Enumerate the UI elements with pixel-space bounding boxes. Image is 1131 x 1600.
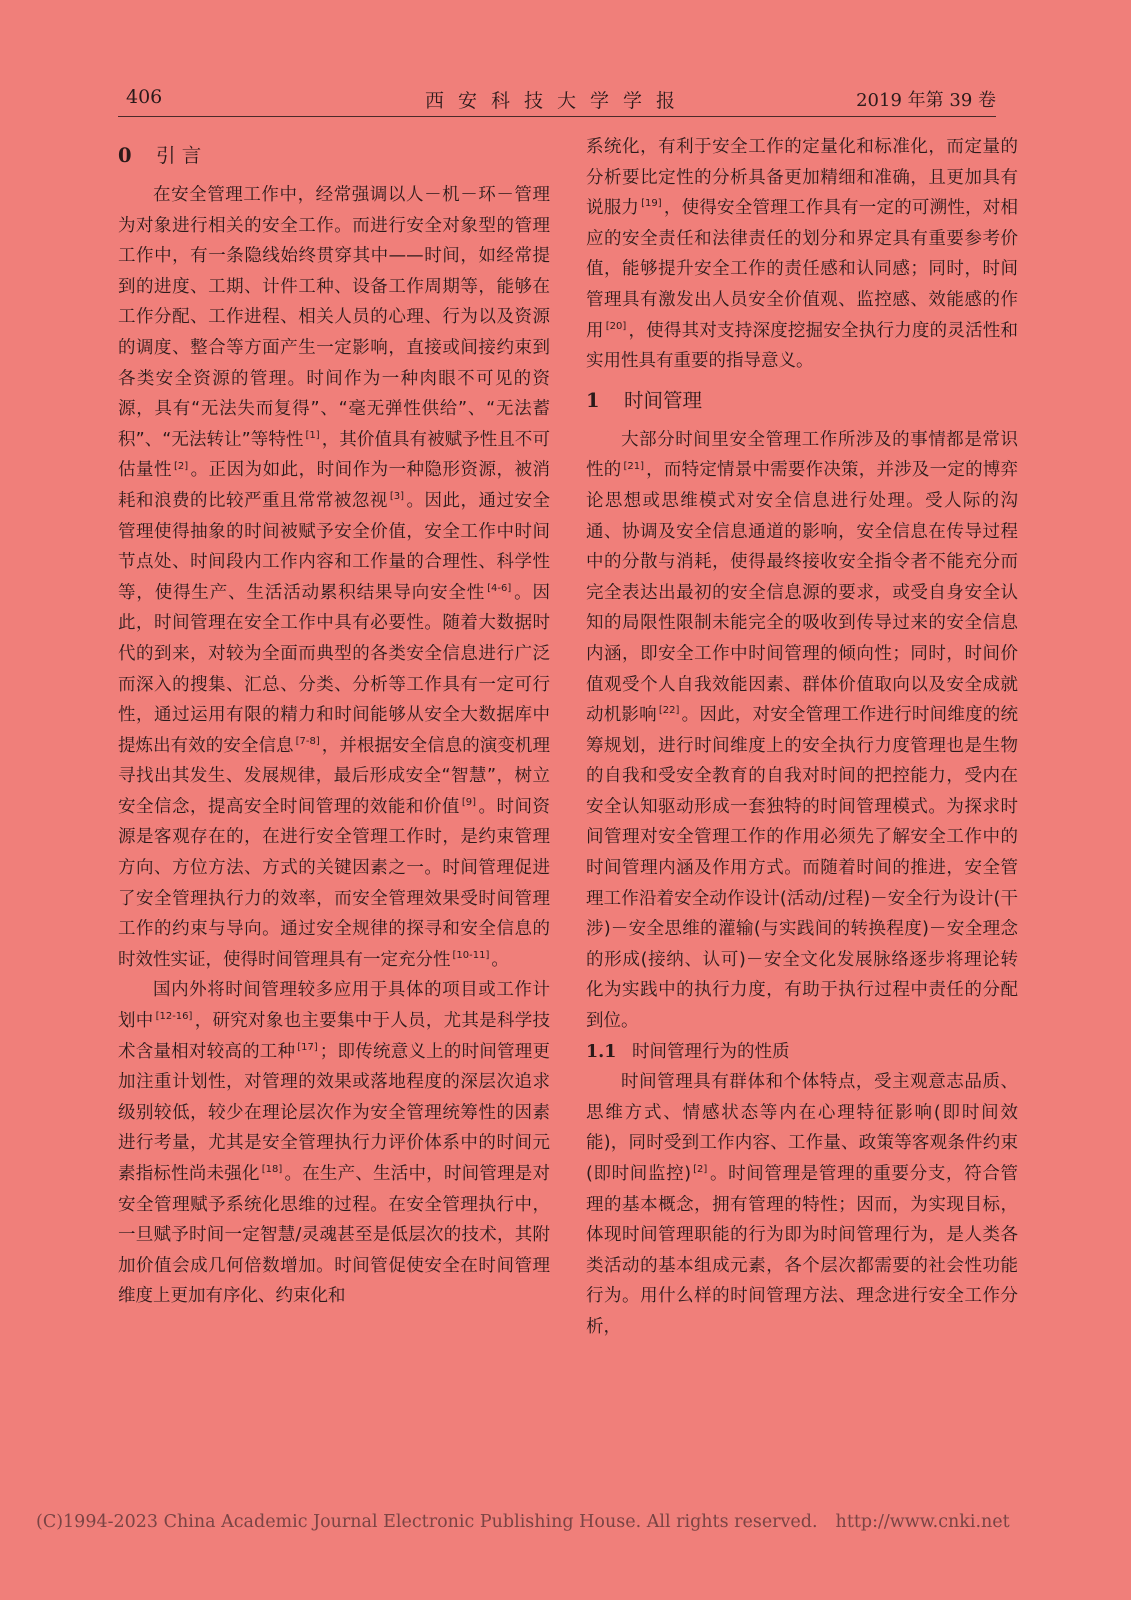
cnki-link[interactable]: http://www.cnki.net [835, 1512, 1010, 1532]
subsection-heading [586, 1037, 1018, 1068]
citation[interactable]: [9] [461, 797, 477, 809]
citation[interactable]: [7-8] [295, 735, 320, 747]
citation[interactable]: [18] [261, 1164, 283, 1176]
running-header [118, 86, 996, 117]
citation[interactable]: [19] [641, 198, 662, 210]
paragraph: 在安全管理工作中，经常强调以人－机－环－管理为对象进行相关的安全工作。而进行安全对象型的管理工作中，有一条隐线始终贯穿其中——时间，如经常提到的进度、工期、计件工种、设备工作周期等，能够在工作分配、工作进程、相关人员的心理、行为以及资源的调度、整合等方面产生一定影响，直接或间接约束到各类安全资源的管理。时间作为一种肉眼不可见的资源，具有“无法失而复得”、“毫无弹性供给”、“无法蓄积”、“无法转让”等特性 [1] ，其价值具有被赋予性且不可估量性 [2] 。正因为如此，时间作为一种隐形资源，被消耗和浪费的比较严重且常常被忽视 [3] 。因此，通过安全管理使得抽象的时间被赋予安全价值，安全工作中时间节点处、时间段内工作内容和工作量的合理性、科学性等，使得生产、生活活动累积结果导向安全性 [4-6] 。因此，时间管理在安全工作中具有必要性。随着大数据时代的到来，对较为全面而典型的各类安全信息进行广泛而深入的搜集、汇总、分类、分析等工作具有一定可行性，通过运用有限的精力和时间能够从安全大数据库中提炼出有效的安全信息 [7-8] ，并根据安全信息的演变机理寻找出其发生、发展规律，最后形成安全“智慧”，树立安全信念，提高安全时间管理的效能和价值 [9] 。时间资源是客观存在的，在进行安全管理工作时，是约束管理方向、方位方法、方式的关键因素之一。时间管理促进了安全管理执行力的效率，而安全管理效果受时间管理工作的约束与导向。通过安全规律的探寻和安全信息的时效性实证，使得时间管理具有一定充分性 [10-11] 。 [118, 185, 551, 970]
paragraph: 大部分时间里安全管理工作所涉及的事情都是常识性的 [21] ，而特定情景中需要作决策，并涉及一定的博弈论思想或思维模式对安全信息进行处理。受人际的沟通、协调及安全信息通道的影响，安全信息在传导过程中的分散与消耗，使得最终接收安全指令者不能充分而完全表达出最初的安全信息源的要求，或受自身安全认知的局限性限制未能完全的吸收到传导过来的安全信息内涵，即安全工作中时间管理的倾向性；同时，时间价值观受个人自我效能因素、群体价值取向以及安全成就动机影响 [22] 。因此，对安全管理工作进行时间维度的统筹规划，进行时间维度上的安全执行力度管理也是生物的自我和受安全教育的自我对时间的把控能力，受内在安全认知驱动形成一套独特的时间管理模式。为探求时间管理对安全管理工作的作用必须先了解安全工作中的时间管理内涵及作用方式。而随着时间的推进，安全管理工作沿着安全动作设计(活动/过程)－安全行为设计(干涉)－安全思维的灌输(与实践间的转换程度)－安全理念的形成(接纳、认可)－安全文化发展脉络逐步将理论转化为实践中的执行力度，有助于执行过程中责任的分配到位。 [586, 429, 1019, 1032]
left-column [118, 132, 550, 1312]
subsection-number: 1.1 [586, 1041, 617, 1062]
citation[interactable]: [21] [623, 460, 644, 472]
citation[interactable]: [2] [693, 1164, 708, 1176]
section-heading-introduction [118, 138, 550, 174]
citation[interactable]: [20] [605, 320, 627, 332]
citation[interactable]: [2] [173, 460, 189, 472]
section-title: 时间管理 [624, 388, 703, 412]
paragraph: 国内外将时间管理较多应用于具体的项目或工作计划中 [12-16] ，研究对象也主要集中于人员，尤其是科学技术含量相对较高的工种 [17] ；即传统意义上的时间管理更加注重计划性，对管理的效果或落地程度的深层次追求级别较低，较少在理论层次作为安全管理统筹性的因素进行考量，尤其是安全管理执行力评价体系中的时间元素指标性尚未强化 [18] 。在生产、生活中，时间管理是对安全管理赋予系统化思维的过程。在安全管理执行中，一旦赋予时间一定智慧/灵魂甚至是低层次的技术，其附加价值会成几何倍数增加。时间管促使安全在时间管理维度上更加有序化、约束化和 [118, 980, 551, 1307]
citation[interactable]: [22] [658, 705, 680, 717]
citation[interactable]: [4-6] [487, 582, 512, 594]
citation[interactable]: [1] [305, 429, 320, 441]
section-number: 0 [118, 144, 132, 167]
paragraph-continued: 系统化，有利于安全工作的定量化和标准化，而定量的分析要比定性的分析具备更加精细和准确，且更加具有说服力 [19] ，使得安全管理工作具有一定的可溯性，对相应的安全责任和法律责任的划分和界定具有重要参考价值，能够提升安全工作的责任感和认同感；同时，时间管理具有激发出人员安全价值观、监控感、效能感的作用 [20] ，使得其对支持深度挖掘安全执行力度的灵活性和实用性具有重要的指导意义。 [586, 137, 1019, 372]
journal-title: 西安科技大学学报 [424, 90, 689, 112]
page-number: 406 [126, 86, 163, 108]
citation[interactable]: [17] [297, 1041, 318, 1053]
copyright-footer [36, 1512, 1096, 1532]
citation[interactable]: [3] [389, 491, 405, 503]
section-number: 1 [586, 388, 600, 412]
section-title: 引 言 [156, 144, 202, 167]
section-heading-time-management [586, 383, 1018, 419]
year-volume: 2019 年第 39 卷 [856, 90, 996, 111]
citation[interactable]: [12-16] [155, 1011, 193, 1023]
paragraph: 时间管理具有群体和个体特点，受主观意志品质、思维方式、情感状态等内在心理特征影响(即时间效能)，同时受到工作内容、工作量、政策等客观条件约束(即时间监控) [2] 。时间管理是管理的重要分支，符合管理的基本概念，拥有管理的特性；因而，为实现目标，体现时间管理职能的行为即为时间管理行为，是人类各类活动的基本组成元素，各个层次都需要的社会性功能行为。用什么样的时间管理方法、理念进行安全工作分析， [586, 1072, 1019, 1337]
subsection-title: 时间管理行为的性质 [632, 1041, 790, 1062]
copyright-text: (C)1994-2023 China Academic Journal Electronic Publishing House. All rights reserved. [36, 1512, 818, 1532]
citation[interactable]: [10-11] [452, 950, 490, 962]
right-column [586, 132, 1018, 1343]
